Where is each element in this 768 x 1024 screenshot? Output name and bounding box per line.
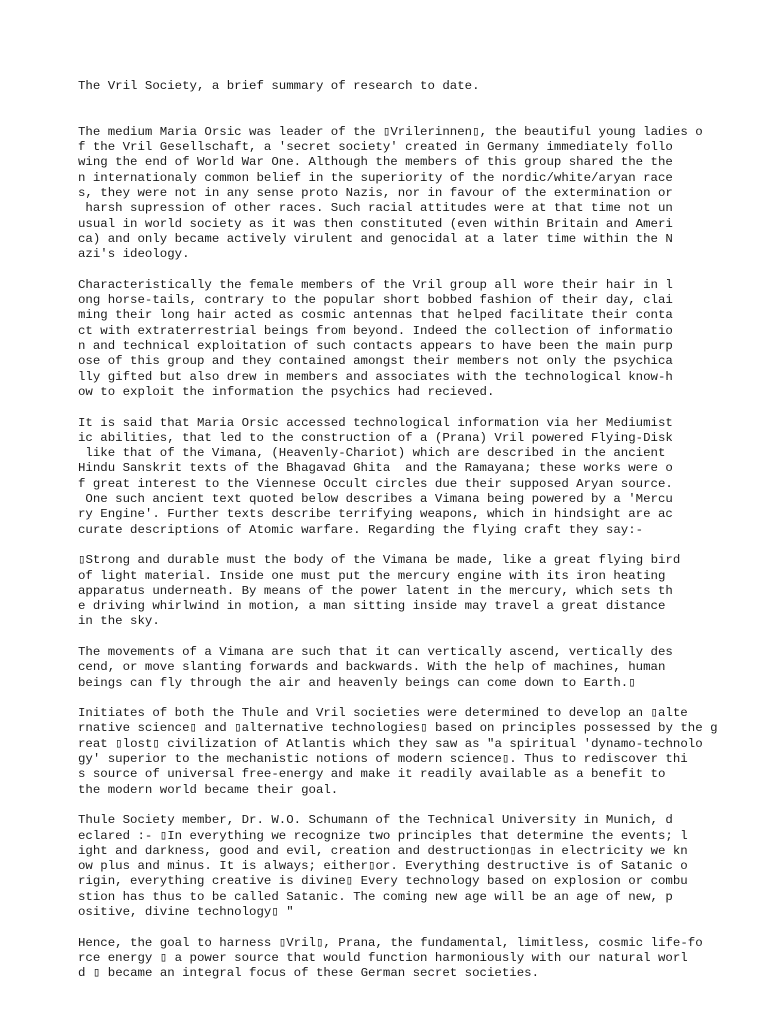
paragraph-6: Initiates of both the Thule and Vril societies were determined to develop an ▯alte rnative science▯ and ▯alternative technologies▯ based on principles possessed by the g reat ▯lost▯ civilization of Atlantis which they saw as "a spiritual 'dynamo-technolo gy' superior to the mechanistic notions of modern science▯. Thus to rediscover thi s source of universal free-energy and make it readily available as a benefit to the modern world became their goal.: [78, 706, 718, 797]
paragraph-2: Characteristically the female members of the Vril group all wore their hair in l ong horse-tails, contrary to the popular short bobbed fashion of their day, clai ming their long hair acted as cosmic antennas that helped facilitate their conta ct with extraterrestrial beings from beyond. Indeed the collection of informatio n and technical exploitation of such contacts appears to have been the main purp ose of this group and they contained amongst their members not only the psychica lly gifted but also drew in members and associates with the technological know-h ow to exploit the information the psychics had recieved.: [78, 277, 673, 399]
paragraph-3: It is said that Maria Orsic accessed technological information via her Mediumist ic abilities, that led to the construction of a (Prana) Vril powered Flying-Disk like that of the Vimana, (Heavenly-Chariot) which are described in the ancient Hindu Sanskrit texts of the Bhagavad Ghita and the Ramayana; these works were o f great interest to the Viennese Occult circles due their supposed Aryan source. One such ancient text quoted below describes a Vimana being powered by a 'Mercu ry Engine'. Further texts describe terrifying weapons, which in hindsight are ac curate descriptions of Atomic warfare. Regarding the flying craft they say:-: [78, 415, 673, 537]
paragraph-8: Hence, the goal to harness ▯Vril▯, Prana, the fundamental, limitless, cosmic life-fo rce energy ▯ a power source that would function harmoniously with our natural worl d ▯ became an integral focus of these German secret societies.: [78, 935, 703, 981]
paragraph-5-quote: The movements of a Vimana are such that it can vertically ascend, vertically des cend, or move slanting forwards and backwards. With the help of machines, human beings can fly through the air and heavenly beings can come down to Earth.▯: [78, 644, 673, 690]
document-title: The Vril Society, a brief summary of research to date.: [78, 79, 480, 93]
paragraph-4-quote: ▯Strong and durable must the body of the Vimana be made, like a great flying bird of light material. Inside one must put the mercury engine with its iron heating apparatus underneath. By means of the power latent in the mercury, which sets th e driving whirlwind in motion, a man sitting inside may travel a great distance in the sky.: [78, 553, 681, 629]
paragraph-7: Thule Society member, Dr. W.O. Schumann of the Technical University in Munich, d eclared :- ▯In everything we recognize two principles that determine the events; l ight and darkness, good and evil, creation and destruction▯as in electricity we kn ow plus and minus. It is always; either▯or. Everything destructive is of Satanic o rigin, everything creative is divine▯ Every technology based on explosion or combu stion has thus to be called Satanic. The coming new age will be an age of new, p ositive, divine technology▯ ": [78, 813, 688, 920]
paragraph-1: The medium Maria Orsic was leader of the ▯Vrilerinnen▯, the beautiful young ladies o f the Vril Gesellschaft, a 'secret society' created in Germany immediately follo wing the end of World War One. Although the members of this group shared the the n internationaly common belief in the superiority of the nordic/white/aryan race s, they were not in any sense proto Nazis, nor in favour of the extermination or harsh supression of other races. Such racial attitudes were at that time not un usual in world society as it was then constituted (even within Britain and Ameri ca) and only became actively virulent and genocidal at a later time within the N azi's ideology.: [78, 124, 703, 262]
document-text: [78, 79, 758, 982]
